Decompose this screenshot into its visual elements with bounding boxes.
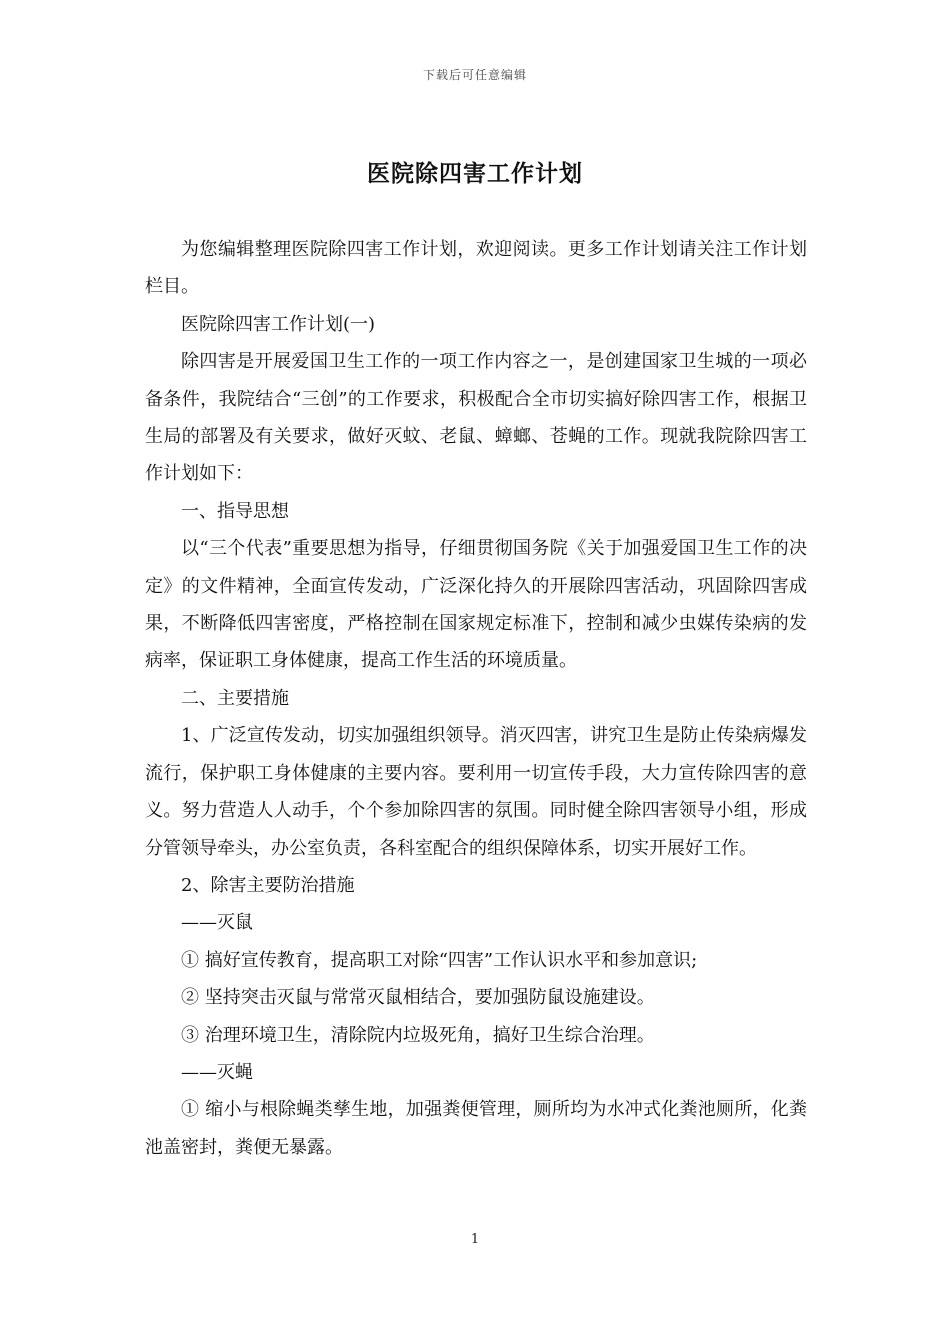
list-item: ① 搞好宣传教育，提高职工对除“四害”工作认识水平和参加意识;	[181, 949, 698, 971]
subtitle-paragraph: 医院除四害工作计划(一)	[181, 313, 376, 335]
subsection-label: ——灭蝇	[181, 1061, 253, 1083]
subsection-label: ——灭鼠	[181, 912, 253, 934]
document-body	[145, 231, 807, 1166]
section-heading: 二、主要措施	[181, 687, 289, 709]
header-note: 下载后可任意编辑	[422, 68, 527, 82]
intro-paragraph: 为您编辑整理医院除四害工作计划，欢迎阅读。更多工作计划请关注工作计划栏目。	[145, 239, 807, 298]
page-title: 医院除四害工作计划	[367, 160, 583, 187]
body-paragraph: 除四害是开展爱国卫生工作的一项工作内容之一，是创建国家卫生城的一项必备条件，我院结合“三创”的工作要求，积极配合全市切实搞好除四害工作，根据卫生局的部署及有关要求，做好灭蚊、老鼠、蟑螂、苍蝇的工作。现就我院除四害工作计划如下：	[145, 351, 807, 485]
list-item: ③ 治理环境卫生，清除院内垃圾死角，搞好卫生综合治理。	[181, 1024, 655, 1046]
body-paragraph: 以“三个代表”重要思想为指导，仔细贯彻国务院《关于加强爱国卫生工作的决定》的文件精神，全面宣传发动，广泛深化持久的开展除四害活动，巩固除四害成果，不断降低四害密度，严格控制在国家规定标准下，控制和减少虫媒传染病的发病率，保证职工身体健康，提高工作生活的环境质量。	[145, 538, 807, 672]
subsection-heading: 2、除害主要防治措施	[181, 874, 355, 896]
section-heading: 一、指导思想	[181, 500, 289, 522]
list-item: ① 缩小与根除蝇类孳生地，加强粪便管理，厕所均为水冲式化粪池厕所，化粪池盖密封，粪便无暴露。	[145, 1099, 807, 1158]
body-paragraph: 1、广泛宣传发动，切实加强组织领导。消灭四害，讲究卫生是防止传染病爆发流行，保护职工身体健康的主要内容。要利用一切宣传手段，大力宣传除四害的意义。努力营造人人动手，个个参加除四害的氛围。同时健全除四害领导小组，形成分管领导牵头，办公室负责，各科室配合的组织保障体系，切实开展好工作。	[145, 725, 807, 859]
page-number: 1	[470, 1232, 480, 1247]
list-item: ② 坚持突击灭鼠与常常灭鼠相结合，要加强防鼠设施建设。	[181, 987, 655, 1009]
